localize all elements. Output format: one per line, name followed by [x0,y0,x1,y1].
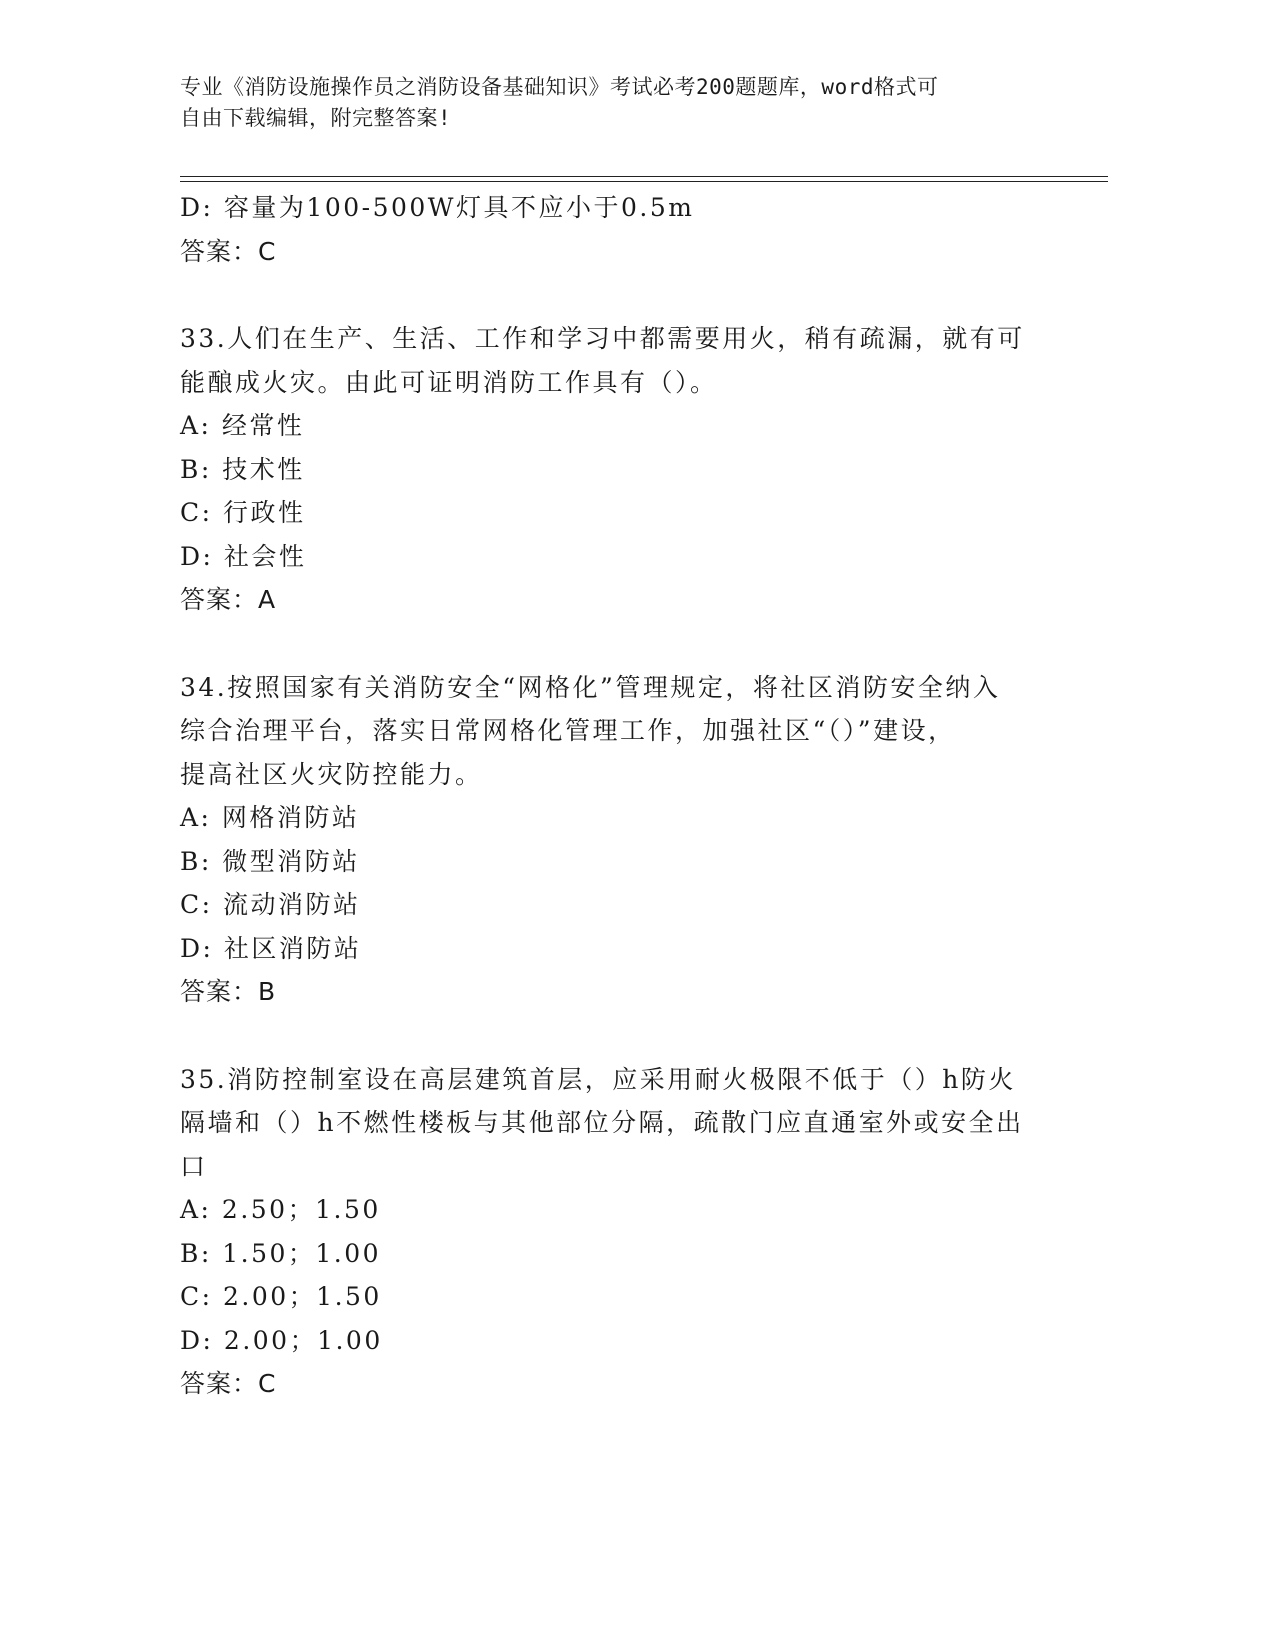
question-stem: 能酿成火灾。由此可证明消防工作具有（）。 [180,367,718,397]
answer: 答案：C [180,236,277,266]
option-a: A: 网格消防站 [180,803,360,832]
question-stem: 提高社区火灾防控能力。 [180,759,483,789]
option-d: D: 社区消防站 [180,933,362,963]
question-stem: 34.按照国家有关消防安全“网格化”管理规定，将社区消防安全纳入 [180,672,1001,702]
option-b: B: 微型消防站 [180,846,360,876]
answer: 答案：C [180,1369,277,1398]
question-35 [180,1058,1080,1406]
answer: 答案：B [180,977,277,1006]
header-title-line-1: 专业《消防设施操作员之消防设备基础知识》考试必考200题题库，word格式可 [180,75,939,99]
page-header [180,72,1060,134]
option-d: D: 社会性 [180,541,307,571]
header-divider [180,176,1108,182]
header-title-line-2: 自由下载编辑，附完整答案! [180,106,452,130]
option-d: D: 容量为100-500W灯具不应小于0.5m [180,193,695,222]
question-stem: 口 [180,1151,208,1181]
question-stem: 35.消防控制室设在高层建筑首层，应采用耐火极限不低于（）h防火 [180,1064,1016,1094]
option-d: D: 2.00；1.00 [180,1325,383,1355]
answer: 答案：A [180,585,277,614]
option-b: B: 1.50；1.00 [180,1238,382,1268]
question-stem: 33.人们在生产、生活、工作和学习中都需要用火，稍有疏漏，就有可 [180,324,1025,353]
option-c: C: 行政性 [180,498,306,527]
option-c: C: 2.00；1.50 [180,1282,382,1311]
question-33 [180,317,1080,622]
question-34 [180,666,1080,1014]
question-stem: 综合治理平台，落实日常网格化管理工作，加强社区“（）”建设， [180,716,956,745]
previous-question-tail [180,186,1080,273]
question-content [180,186,1080,1406]
option-c: C: 流动消防站 [180,890,361,919]
option-b: B: 技术性 [180,454,305,484]
option-a: A: 2.50；1.50 [180,1195,381,1224]
question-stem: 隔墙和（）h不燃性楼板与其他部位分隔，疏散门应直通室外或安全出 [180,1108,1024,1137]
option-a: A: 经常性 [180,411,305,440]
